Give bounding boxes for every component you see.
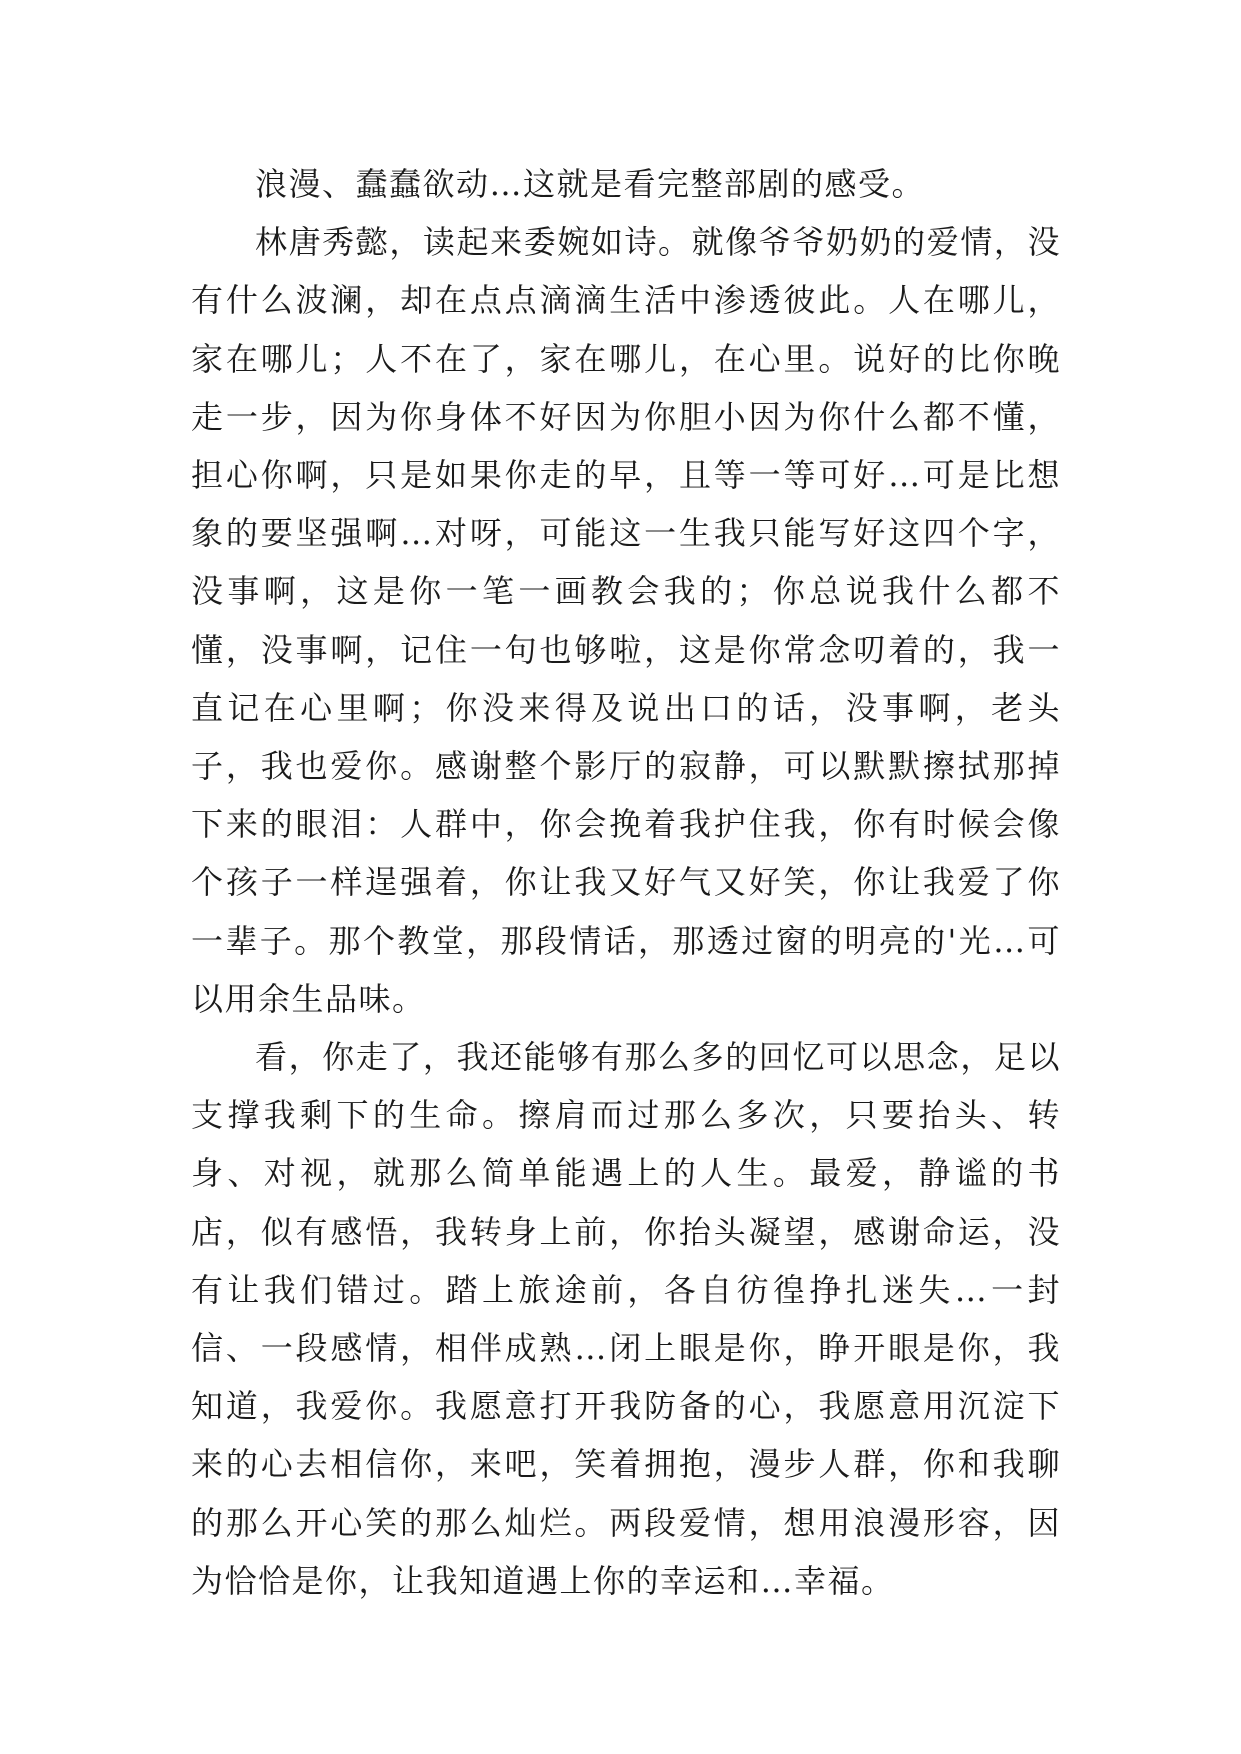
document-body	[191, 155, 1061, 1610]
paragraph-1: 浪漫、蠢蠢欲动…这就是看完整部剧的感受。	[255, 165, 926, 203]
paragraph-3: 看，你走了，我还能够有那么多的回忆可以思念，足以支撑我剩下的生命。擦肩而过那么多次，只要抬头、转身、对视，就那么简单能遇上的人生。最爱，静谧的书店，似有感悟，我转身上前，你抬头凝望，感谢命运，没有让我们错过。踏上旅途前，各自彷徨挣扎迷失…一封信、一段感情，相伴成熟…闭上眼是你，睁开眼是你，我知道，我爱你。我愿意打开我防备的心，我愿意用沉淀下来的心去相信你，来吧，笑着拥抱，漫步人群，你和我聊的那么开心笑的那么灿烂。两段爱情，想用浪漫形容，因为恰恰是你，让我知道遇上你的幸运和…幸福。	[191, 1038, 1061, 1600]
paragraph-2: 林唐秀懿，读起来委婉如诗。就像爷爷奶奶的爱情，没有什么波澜，却在点点滴滴生活中渗透彼此。人在哪儿，家在哪儿；人不在了，家在哪儿，在心里。说好的比你晚走一步，因为你身体不好因为你胆小因为你什么都不懂，担心你啊，只是如果你走的早，且等一等可好…可是比想象的要坚强啊…对呀，可能这一生我只能写好这四个字，没事啊，这是你一笔一画教会我的；你总说我什么都不懂，没事啊，记住一句也够啦，这是你常念叨着的，我一直记在心里啊；你没来得及说出口的话，没事啊，老头子，我也爱你。感谢整个影厅的寂静，可以默默擦拭那掉下来的眼泪：人群中，你会挽着我护住我，你有时候会像个孩子一样逞强着，你让我又好气又好笑，你让我爱了你一辈子。那个教堂，那段情话，那透过窗的明亮的'光…可以用余生品味。	[191, 223, 1061, 1018]
